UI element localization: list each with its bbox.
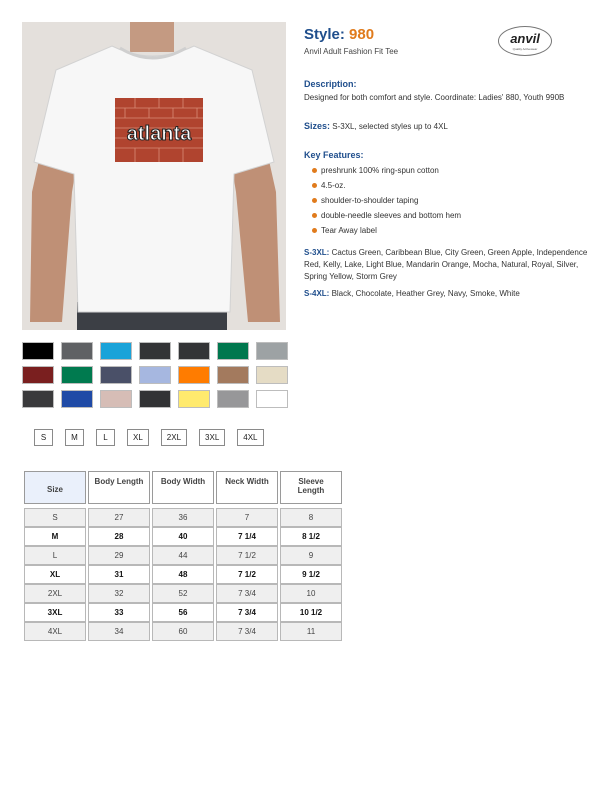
table-row — [24, 527, 342, 546]
product-photo — [22, 22, 286, 330]
color-swatch[interactable] — [256, 342, 288, 360]
table-cell: 7 1/4 — [216, 527, 278, 546]
size-option-2xl[interactable]: 2XL — [161, 429, 187, 446]
table-cell: 31 — [88, 565, 150, 584]
table-cell: 4XL — [24, 622, 86, 641]
style-label: Style: — [304, 26, 345, 43]
color-swatch[interactable] — [61, 342, 93, 360]
color-swatch[interactable] — [22, 342, 54, 360]
feature-item: 4.5-oz. — [312, 180, 594, 192]
table-cell: 32 — [88, 584, 150, 603]
size-options — [34, 429, 276, 446]
sizes-summary — [304, 120, 594, 133]
header-neck-width: Neck Width — [216, 471, 278, 504]
table-cell: L — [24, 546, 86, 565]
table-cell: 48 — [152, 565, 214, 584]
table-cell: 7 3/4 — [216, 622, 278, 641]
table-cell: XL — [24, 565, 86, 584]
table-cell: S — [24, 508, 86, 527]
feature-item: double-needle sleeves and bottom hem — [312, 210, 594, 222]
available-colors — [304, 247, 594, 300]
table-cell: 34 — [88, 622, 150, 641]
header-body-width: Body Width — [152, 471, 214, 504]
table-cell: 8 1/2 — [280, 527, 342, 546]
print-graffiti-text: atlanta — [126, 123, 192, 145]
color-swatch[interactable] — [100, 342, 132, 360]
color-swatch-grid — [22, 342, 292, 414]
color-swatch[interactable] — [61, 390, 93, 408]
table-cell: 7 — [216, 508, 278, 527]
style-number: 980 — [349, 26, 375, 43]
feature-item: Tear Away label — [312, 225, 594, 237]
color-swatch[interactable] — [22, 390, 54, 408]
size-option-l[interactable]: L — [96, 429, 115, 446]
table-cell: 27 — [88, 508, 150, 527]
color-swatch[interactable] — [139, 342, 171, 360]
sizes-text: S-3XL, selected styles up to 4XL — [330, 122, 448, 131]
color-swatch[interactable] — [178, 390, 210, 408]
size-option-3xl[interactable]: 3XL — [199, 429, 225, 446]
table-cell: 36 — [152, 508, 214, 527]
color-swatch[interactable] — [178, 366, 210, 384]
table-cell: 9 1/2 — [280, 565, 342, 584]
anvil-logo — [498, 26, 552, 56]
color-swatch[interactable] — [61, 366, 93, 384]
table-cell: 44 — [152, 546, 214, 565]
colors-s3xl-label: S-3XL: — [304, 248, 330, 257]
table-cell: 11 — [280, 622, 342, 641]
table-cell: 2XL — [24, 584, 86, 603]
table-cell: 29 — [88, 546, 150, 565]
size-option-s[interactable]: S — [34, 429, 53, 446]
size-chart-table — [22, 471, 344, 641]
table-row — [24, 546, 342, 565]
color-swatch[interactable] — [178, 342, 210, 360]
table-cell: 8 — [280, 508, 342, 527]
color-swatch[interactable] — [217, 366, 249, 384]
size-option-4xl[interactable]: 4XL — [237, 429, 263, 446]
color-swatch[interactable] — [22, 366, 54, 384]
table-cell: 7 1/2 — [216, 546, 278, 565]
table-cell: 7 3/4 — [216, 584, 278, 603]
table-cell: 52 — [152, 584, 214, 603]
swatch-row — [22, 390, 292, 410]
color-swatch[interactable] — [100, 390, 132, 408]
table-cell: 60 — [152, 622, 214, 641]
table-cell: M — [24, 527, 86, 546]
description-text: Designed for both comfort and style. Coordinate: Ladies' 880, Youth 990B — [304, 93, 565, 102]
colors-s3xl-text: Cactus Green, Caribbean Blue, City Green, Green Apple, Independence Red, Kelly, Lake, Light Blue, Mandarin Orange, Mocha, Natural, Royal, Silver, Spring Yellow, Storm Grey — [304, 248, 588, 281]
color-swatch[interactable] — [256, 366, 288, 384]
feature-item: shoulder-to-shoulder taping — [312, 195, 594, 207]
table-cell: 33 — [88, 603, 150, 622]
header-sleeve-length: Sleeve Length — [280, 471, 342, 504]
description-heading: Description: — [304, 79, 357, 89]
color-swatch[interactable] — [217, 342, 249, 360]
table-cell: 9 — [280, 546, 342, 565]
table-row — [24, 622, 342, 641]
table-cell: 10 — [280, 584, 342, 603]
table-row — [24, 565, 342, 584]
color-swatch[interactable] — [100, 366, 132, 384]
logo-name: anvil — [510, 31, 540, 46]
table-cell: 40 — [152, 527, 214, 546]
table-cell: 7 3/4 — [216, 603, 278, 622]
table-cell: 28 — [88, 527, 150, 546]
colors-s4xl-label: S-4XL: — [304, 289, 330, 298]
feature-item: preshrunk 100% ring-spun cotton — [312, 165, 594, 177]
table-row — [24, 508, 342, 527]
table-row — [24, 603, 342, 622]
color-swatch[interactable] — [217, 390, 249, 408]
product-info — [304, 26, 594, 305]
colors-s3xl — [304, 247, 594, 283]
swatch-row — [22, 366, 292, 386]
logo-tagline: Quality Activewear — [512, 47, 538, 51]
table-cell: 3XL — [24, 603, 86, 622]
table-cell: 7 1/2 — [216, 565, 278, 584]
size-option-xl[interactable]: XL — [127, 429, 149, 446]
colors-s4xl — [304, 288, 594, 300]
features-list — [312, 165, 594, 237]
size-chart-header-row — [24, 471, 342, 504]
table-cell: 10 1/2 — [280, 603, 342, 622]
color-swatch[interactable] — [139, 390, 171, 408]
color-swatch[interactable] — [256, 390, 288, 408]
colors-s4xl-text: Black, Chocolate, Heather Grey, Navy, Smoke, White — [329, 289, 520, 298]
size-option-m[interactable]: M — [65, 429, 84, 446]
header-size: Size — [24, 471, 86, 504]
tshirt-model-image — [22, 22, 286, 330]
product-name: Anvil Adult Fashion Fit Tee — [304, 47, 399, 56]
features-heading: Key Features: — [304, 150, 364, 160]
table-row — [24, 584, 342, 603]
swatch-row — [22, 342, 292, 362]
header-body-length: Body Length — [88, 471, 150, 504]
sizes-heading: Sizes: — [304, 121, 331, 131]
table-cell: 56 — [152, 603, 214, 622]
color-swatch[interactable] — [139, 366, 171, 384]
